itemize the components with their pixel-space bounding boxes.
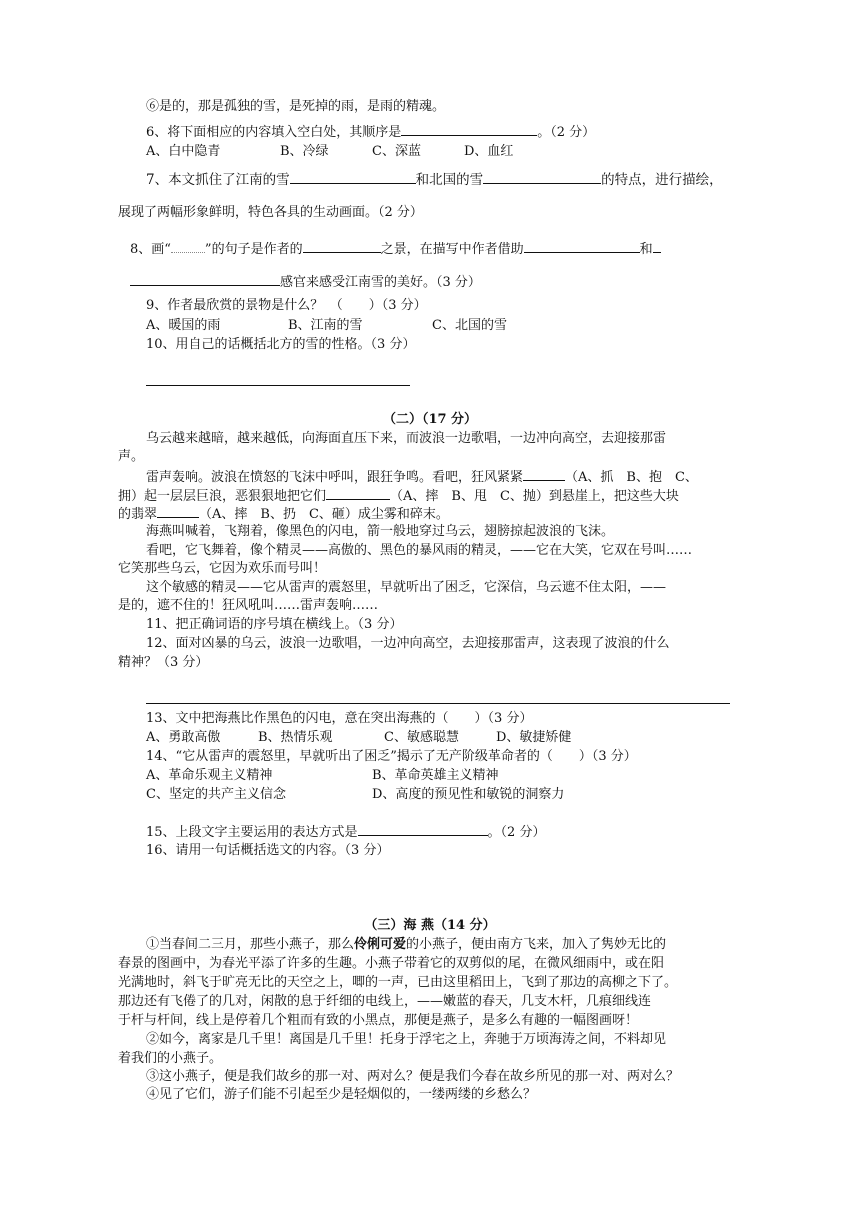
paragraph-line: 它笑那些乌云，它因为欢乐而号叫！ [118, 561, 327, 576]
q8-blank-3[interactable] [130, 272, 280, 286]
paragraph-line: 看吧，它飞舞着，像个精灵——高傲的、黑色的暴风雨的精灵，——它在大笑，它双在号叫…… [146, 543, 693, 558]
q8-text-e: 感官来感受江南雪的美好。（3 分） [280, 275, 481, 290]
p2-options: （A、抓 B、抱 C、 [565, 470, 698, 485]
question-9: 9、作者最欣赏的景物是什么？ （ ）（3 分） [146, 298, 427, 313]
option-c: C、敏感聪慧 [384, 730, 459, 745]
dotted-sample [171, 239, 205, 253]
paragraph-line: 声。 [118, 449, 145, 464]
paragraph-line [118, 486, 679, 506]
q7-blank-1[interactable] [290, 170, 416, 184]
section-header-3: （三）海 燕（14 分） [364, 918, 496, 933]
p2-text: 的翡翠 [118, 507, 158, 522]
paragraph-line: ④见了它们，游子们能不引起至少是轻烟似的，一缕两缕的乡愁么？ [146, 1087, 537, 1102]
paragraph-line: ③这小燕子，便是我们故乡的那一对、两对么？便是我们今春在故乡所见的那一对、两对么？ [146, 1069, 680, 1084]
paragraph-line: 这个敏感的精灵——它从雷声的震怒里，早就听出了困乏，它深信，乌云遮不住太阳，—— [146, 580, 667, 595]
option-c: C、深蓝 [372, 144, 421, 159]
section-header-2: （二）（17 分） [382, 412, 478, 427]
q8-blank-3-start[interactable] [653, 239, 661, 253]
p2-options: （A、摔 B、扔 C、砸）成尘雾和碎末。 [199, 507, 449, 522]
q6-answer-blank[interactable] [401, 122, 537, 136]
question-11: 11、把正确词语的序号填在横线上。（3 分） [146, 617, 403, 632]
paragraph-line: 海燕叫喊着，飞翔着，像黑色的闪电，箭一般地穿过乌云，翅膀掠起波浪的飞沫。 [146, 524, 615, 539]
q8-text-b: ”的句子是作者的 [204, 242, 303, 257]
question-12-cont: 精神？（3 分） [118, 655, 209, 670]
q8-blank-1[interactable] [303, 239, 381, 253]
q8-text-c: 之景，在描写中作者借助 [380, 242, 524, 257]
option-d: D、高度的预见性和敏锐的洞察力 [372, 787, 565, 802]
question-7 [146, 170, 723, 189]
paragraph-line: 光满地时，斜飞于旷亮无比的天空之上，唧的一声，已由这里稻田上，飞到了那边的高柳之下了。 [118, 975, 678, 990]
q12-answer-line[interactable] [146, 703, 730, 704]
q13-options [146, 729, 571, 747]
q7-text-a: 7、本文抓住了江南的雪 [146, 172, 290, 188]
fill-blank-2[interactable] [326, 486, 390, 500]
question-6 [146, 122, 595, 142]
option-d: D、血红 [464, 144, 514, 159]
q15-answer-blank[interactable] [358, 822, 488, 836]
paragraph-line [146, 467, 698, 487]
q7-blank-2[interactable] [483, 170, 601, 184]
question-16: 16、请用一句话概括选文的内容。（3 分） [146, 843, 390, 858]
question-10: 10、用自己的话概括北方的雪的性格。（3 分） [146, 337, 416, 352]
question-14: 14、“它从雷声的震怒里，早就听出了困乏”揭示了无产阶级革命者的（ ）（3 分） [146, 749, 637, 764]
paragraph-line: 乌云越来越暗，越来越低，向海面直压下来，而波浪一边歌唱，一边冲向高空，去迎接那雷 [146, 431, 667, 446]
q8-continuation [130, 272, 481, 292]
option-c: C、北国的雪 [432, 318, 507, 333]
q7-continuation: 展现了两幅形象鲜明，特色各具的生动画面。（2 分） [118, 205, 423, 220]
q8-blank-2[interactable] [524, 239, 640, 253]
q7-text-c: 的特点，进行描绘， [601, 172, 723, 188]
option-b: B、江南的雪 [288, 318, 363, 333]
option-b: B、革命英雄主义精神 [372, 768, 499, 783]
question-15 [146, 822, 545, 842]
paragraph-line [146, 936, 666, 954]
paragraph-line: 春景的图画中，为春光平添了许多的生趣。小燕子带着它的双剪似的尾，在微风细雨中，或在阳 [118, 956, 665, 971]
question-13: 13、文中把海燕比作黑色的闪电，意在突出海燕的（ ）（3 分） [146, 711, 533, 726]
paragraph-line: 于杆与杆间，线上是停着几个粗而有致的小黑点，那便是燕子，是多么有趣的一幅图画呀！ [118, 1013, 639, 1028]
q6-options [146, 143, 513, 161]
q9-options [146, 317, 507, 335]
p1-text: 的小燕子，便由南方飞来，加入了隽妙无比的 [406, 937, 667, 952]
option-b: B、热情乐观 [258, 730, 333, 745]
q10-answer-line[interactable] [146, 385, 410, 386]
option-a: A、勇敢高傲 [146, 730, 221, 745]
paragraph-line: 着我们的小燕子。 [118, 1051, 223, 1066]
q6-score: 。（2 分） [537, 125, 596, 140]
paragraph-line: ②如今，离家是几千里！离国是几千里！托身于浮宅之上，奔驰于万顷海涛之间，不料却见 [146, 1032, 667, 1047]
text-line: ⑥是的，那是孤独的雪，是死掉的雨，是雨的精魂。 [146, 99, 446, 114]
bold-phrase: 伶俐可爱 [354, 937, 407, 952]
q8-text-d: 和 [639, 242, 653, 257]
paragraph-line [118, 504, 449, 524]
p2-text: 拥）起一层层巨浪，恶狠狠地把它们 [118, 489, 327, 504]
option-d: D、敏捷矫健 [496, 730, 572, 745]
p2-options: （A、摔 B、甩 C、抛）到悬崖上，把这些大块 [390, 489, 679, 504]
paragraph-line: 是的，遮不住的！狂风吼叫……雷声轰响…… [118, 598, 379, 613]
option-a: A、暖国的雨 [146, 318, 221, 333]
q15-score: 。（2 分） [487, 825, 546, 840]
fill-blank-1[interactable] [523, 467, 565, 481]
option-a: A、白中隐青 [146, 144, 221, 159]
paragraph-line: 那边还有飞倦了的几对，闲散的息于纤细的电线上，——嫩蓝的春天，几支木杆，几痕细线连 [118, 994, 652, 1009]
q8-text-a: 8、画“ [130, 242, 171, 257]
q7-text-b: 和北国的雪 [415, 172, 484, 188]
q6-text: 6、将下面相应的内容填入空白处，其顺序是 [146, 125, 402, 140]
option-c: C、坚定的共产主义信念 [146, 787, 286, 802]
p1-text: ①当春间二三月，那些小燕子，那么 [146, 937, 355, 952]
q14-options-row2 [146, 786, 564, 804]
question-12: 12、面对凶暴的乌云，波浪一边歌唱，一边冲向高空，去迎接那雷声，这表现了波浪的什么 [146, 636, 670, 651]
q15-text: 15、上段文字主要运用的表达方式是 [146, 825, 358, 840]
q14-options-row1 [146, 767, 499, 785]
option-b: B、冷绿 [280, 144, 329, 159]
p2-text: 雷声轰响。波浪在愤怒的飞沫中呼叫，跟狂争鸣。看吧，狂风紧紧 [146, 470, 524, 485]
question-8 [130, 239, 661, 259]
fill-blank-3[interactable] [157, 504, 199, 518]
option-a: A、革命乐观主义精神 [146, 768, 273, 783]
